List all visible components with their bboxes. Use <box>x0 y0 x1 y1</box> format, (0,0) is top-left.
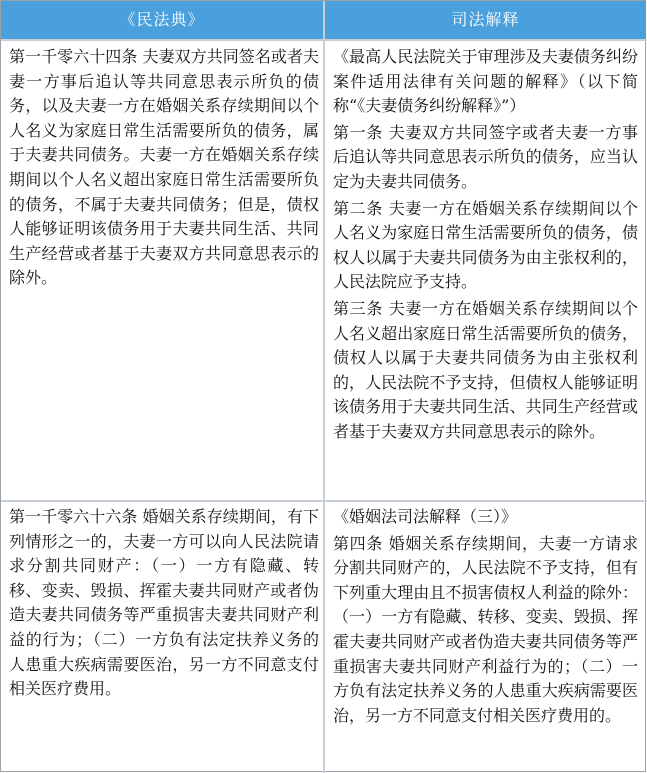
interpretation-source-title: 《最高人民法院关于审理涉及夫妻债务纠纷案件适用法律有关问题的解释》（以下简称“《夫妻债务纠纷解释》”） <box>333 47 638 116</box>
civil-code-article-1066: 第一千零六十六条 婚姻关系存续期间，有下列情形之一的，夫妻一方可以向人民法院请求分割共同财产：（一）一方有隐藏、转移、变卖、毁损、挥霍夫妻共同财产或者伪造夫妻共同债务等严重损害夫妻共同财产利益的行为；（二）一方负有法定扶养义务的人患重大疾病需要医治，另一方不同意支付相关医疗费用。 <box>9 507 319 699</box>
interpretation-source-title: 《婚姻法司法解释（三）》 <box>333 507 518 526</box>
interpretation-article-3: 第三条 夫妻一方在婚姻关系存续期间以个人名义超出家庭日常生活需要所负的债务，债权人以属于夫妻共同债务为由主张权利的，人民法院不予支持，但债权人能够证明该债务用于夫妻共同生活、共同生产经营或者基于夫妻双方共同意思表示的除外。 <box>333 298 638 441</box>
interpretation-article-4: 第四条 婚姻关系存续期间，夫妻一方请求分割共同财产的，人民法院不予支持，但有下列重大理由且不损害债权人利益的除外：（一）一方有隐藏、转移、变卖、毁损、挥霍夫妻共同财产或者伪造夫妻共同债务等严重损害夫妻共同财产利益行为的；（二）一方负有法定扶养义务的人患重大疾病需要医治，另一方不同意支付相关医疗费用的。 <box>333 533 638 725</box>
header-divider <box>1 39 647 41</box>
column-header-judicial-interpretation: 司法解释 <box>325 1 646 39</box>
civil-code-article-1064: 第一千零六十四条 夫妻双方共同签名或者夫妻一方事后追认等共同意思表示所负的债务，以及夫妻一方在婚姻关系存续期间以个人名义为家庭日常生活需要所负的债务，属于夫妻共同债务。夫妻一方在婚姻关系存续期间以个人名义超出家庭日常生活需要所负的债务，不属于夫妻共同债务；但是，债权人能够证明该债务用于夫妻共同生活、共同生产经营或者基于夫妻双方共同意思表示的除外。 <box>9 47 319 288</box>
interpretation-article-2: 第二条 夫妻一方在婚姻关系存续期间以个人名义为家庭日常生活需要所负的债务，债权人以属于夫妻共同债务为由主张权利的，人民法院应予支持。 <box>333 198 638 292</box>
interpretation-article-1: 第一条 夫妻双方共同签字或者夫妻一方事后追认等共同意思表示所负的债务，应当认定为夫妻共同债务。 <box>333 122 638 191</box>
row-2-interpretation-cell <box>333 505 638 771</box>
row-divider <box>1 500 647 502</box>
row-2-civil-code-cell <box>9 505 319 767</box>
column-header-civil-code: 《民法典》 <box>1 1 323 39</box>
column-divider <box>323 1 325 773</box>
row-1-interpretation-cell <box>333 45 638 500</box>
row-1-civil-code-cell <box>9 45 319 500</box>
